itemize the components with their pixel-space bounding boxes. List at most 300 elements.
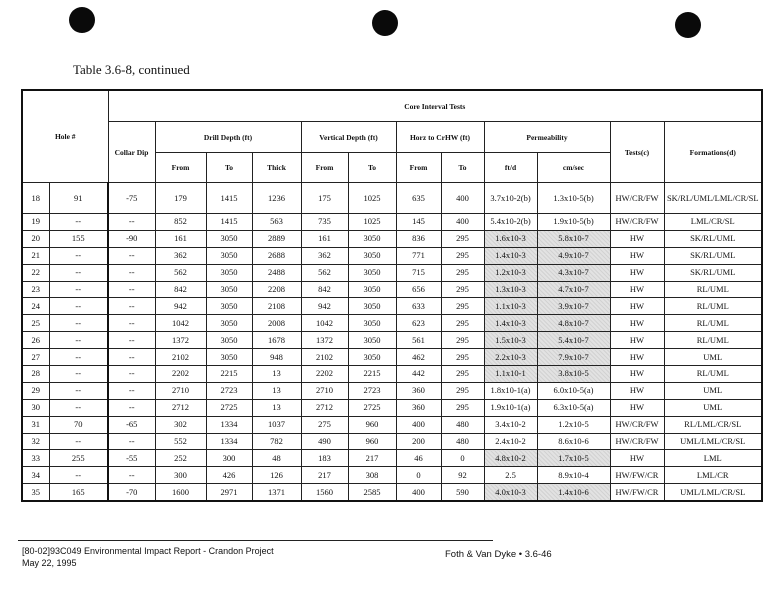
vertical-from-cell: 2710	[301, 382, 348, 399]
drill-from-cell: 2712	[155, 399, 206, 416]
horz-from-cell: 400	[396, 416, 441, 433]
row-number-cell: 28	[22, 366, 49, 383]
drill-from-cell: 161	[155, 230, 206, 247]
drill-thick-cell: 13	[252, 366, 301, 383]
hole-id-cell: 165	[49, 484, 108, 501]
vertical-to-cell: 217	[348, 450, 396, 467]
horz-to-cell: 295	[441, 264, 484, 281]
vertical-from-cell: 2202	[301, 366, 348, 383]
drill-to-cell: 3050	[206, 332, 252, 349]
horz-from-cell: 0	[396, 467, 441, 484]
drill-thick-cell: 2108	[252, 298, 301, 315]
perm-cmsec-cell: 5.4x10-7	[537, 332, 610, 349]
perm-ftd-cell: 4.8x10-2	[484, 450, 537, 467]
table-row	[22, 484, 762, 501]
vertical-from-cell: 490	[301, 433, 348, 450]
perm-ftd-cell: 1.1x10-3	[484, 298, 537, 315]
vertical-from-cell: 562	[301, 264, 348, 281]
table-caption: Table 3.6-8, continued	[73, 62, 190, 77]
tests-cell: HW	[610, 230, 664, 247]
collar-dip-cell: --	[108, 264, 155, 281]
table-row	[22, 416, 762, 433]
perm-cmsec-cell: 1.9x10-5(b)	[537, 214, 610, 231]
row-number-cell: 29	[22, 382, 49, 399]
horz-to-cell: 590	[441, 484, 484, 501]
horz-to-cell: 480	[441, 433, 484, 450]
binder-hole-right	[675, 12, 701, 38]
hole-id-cell: --	[49, 349, 108, 366]
drill-from-cell: 300	[155, 467, 206, 484]
perm-ftd-cell: 1.8x10-1(a)	[484, 382, 537, 399]
tests-cell: HW/FW/CR	[610, 467, 664, 484]
table-row	[22, 366, 762, 383]
formations-cell: LML/CR/SL	[664, 214, 762, 231]
row-number-cell: 25	[22, 315, 49, 332]
hole-id-cell: --	[49, 247, 108, 264]
collar-dip-cell: --	[108, 349, 155, 366]
row-number-cell: 33	[22, 450, 49, 467]
row-number-cell: 23	[22, 281, 49, 298]
formations-cell: UML	[664, 349, 762, 366]
formations-cell: UML	[664, 399, 762, 416]
perm-ftd-cell: 5.4x10-2(b)	[484, 214, 537, 231]
perm-cmsec-cell: 4.8x10-7	[537, 315, 610, 332]
vertical-from-cell: 1372	[301, 332, 348, 349]
vertical-to-cell: 3050	[348, 264, 396, 281]
perm-cmsec-cell: 4.7x10-7	[537, 281, 610, 298]
drill-thick-cell: 1236	[252, 183, 301, 214]
table-row	[22, 264, 762, 281]
formations-cell: RL/LML/CR/SL	[664, 416, 762, 433]
formations-cell: SK/RL/UML	[664, 230, 762, 247]
collar-dip-cell: -65	[108, 416, 155, 433]
tests-cell: HW/CR/FW	[610, 214, 664, 231]
drill-thick-cell: 2008	[252, 315, 301, 332]
row-number-cell: 27	[22, 349, 49, 366]
collar-dip-cell: --	[108, 399, 155, 416]
perm-cmsec-cell: 6.3x10-5(a)	[537, 399, 610, 416]
hole-id-cell: --	[49, 433, 108, 450]
tests-cell: HW	[610, 264, 664, 281]
vertical-to-cell: 1025	[348, 183, 396, 214]
drill-to-cell: 1334	[206, 433, 252, 450]
horz-to-crhw-header: Horz to CrHW (ft)	[396, 122, 484, 153]
horz-to-cell: 295	[441, 382, 484, 399]
drill-thick-cell: 2488	[252, 264, 301, 281]
horz-from-cell: 771	[396, 247, 441, 264]
vertical-from-cell: 1560	[301, 484, 348, 501]
vertical-to-cell: 2725	[348, 399, 396, 416]
drill-from-cell: 852	[155, 214, 206, 231]
formations-cell: SK/RL/UML	[664, 247, 762, 264]
drill-from-cell: 362	[155, 247, 206, 264]
row-number-cell: 26	[22, 332, 49, 349]
table-row	[22, 281, 762, 298]
hole-id-cell: 91	[49, 183, 108, 214]
vertical-from-cell: 275	[301, 416, 348, 433]
hole-id-cell: --	[49, 467, 108, 484]
drill-from-cell: 1042	[155, 315, 206, 332]
table-row	[22, 332, 762, 349]
drill-thick-cell: 563	[252, 214, 301, 231]
formations-cell: SK/RL/UML/LML/CR/SL	[664, 183, 762, 214]
drill-from-cell: 252	[155, 450, 206, 467]
collar-dip-cell: -90	[108, 230, 155, 247]
horz-from-cell: 715	[396, 264, 441, 281]
perm-ftd-cell: 2.5	[484, 467, 537, 484]
row-number-cell: 30	[22, 399, 49, 416]
perm-ftd-cell: 1.3x10-3	[484, 281, 537, 298]
horz-to-cell: 295	[441, 332, 484, 349]
tests-header: Tests(c)	[610, 122, 664, 183]
collar-dip-cell: --	[108, 433, 155, 450]
vertical-to-cell: 3050	[348, 349, 396, 366]
collar-dip-cell: -75	[108, 183, 155, 214]
footer-page-ref: Foth & Van Dyke • 3.6-46	[445, 549, 552, 560]
horz-to-cell: 295	[441, 315, 484, 332]
tests-cell: HW/FW/CR	[610, 484, 664, 501]
formations-cell: RL/UML	[664, 332, 762, 349]
perm-cmsec-cell: 8.6x10-6	[537, 433, 610, 450]
horz-from-cell: 623	[396, 315, 441, 332]
drill-from-cell: 179	[155, 183, 206, 214]
perm-ftd-cell: 4.0x10-3	[484, 484, 537, 501]
perm-cmsec-cell: 8.9x10-4	[537, 467, 610, 484]
vertical-to-cell: 3050	[348, 315, 396, 332]
perm-cmsec-cell: 5.8x10-7	[537, 230, 610, 247]
drill-to-cell: 2725	[206, 399, 252, 416]
drill-thick-cell: 2208	[252, 281, 301, 298]
drill-to-cell: 3050	[206, 349, 252, 366]
collar-dip-header-label: Collar Dip	[114, 147, 149, 157]
horz-from-cell: 400	[396, 484, 441, 501]
vertical-from-cell: 217	[301, 467, 348, 484]
footer-left	[22, 545, 274, 569]
horz-from-header: From	[396, 153, 441, 183]
horz-from-cell: 462	[396, 349, 441, 366]
tests-cell: HW	[610, 349, 664, 366]
drill-to-cell: 426	[206, 467, 252, 484]
drill-to-cell: 1334	[206, 416, 252, 433]
collar-dip-cell: --	[108, 467, 155, 484]
vertical-from-cell: 1042	[301, 315, 348, 332]
formations-cell: RL/UML	[664, 281, 762, 298]
collar-dip-cell: --	[108, 382, 155, 399]
tests-cell: HW	[610, 315, 664, 332]
perm-cmsec-cell: 6.0x10-5(a)	[537, 382, 610, 399]
vertical-to-cell: 308	[348, 467, 396, 484]
footer-date: May 22, 1995	[22, 558, 77, 568]
core-interval-tests-header: Core Interval Tests	[108, 90, 762, 122]
drill-to-cell: 3050	[206, 247, 252, 264]
vertical-from-cell: 362	[301, 247, 348, 264]
horz-to-cell: 92	[441, 467, 484, 484]
row-number-cell: 31	[22, 416, 49, 433]
horz-to-cell: 0	[441, 450, 484, 467]
horz-from-cell: 442	[396, 366, 441, 383]
formations-cell: RL/UML	[664, 366, 762, 383]
drill-to-cell: 3050	[206, 315, 252, 332]
row-number-cell: 18	[22, 183, 49, 214]
hole-id-cell: 155	[49, 230, 108, 247]
perm-ftd-header: ft/d	[484, 153, 537, 183]
perm-cmsec-cell: 7.9x10-7	[537, 349, 610, 366]
drill-depth-header: Drill Depth (ft)	[155, 122, 301, 153]
horz-from-cell: 635	[396, 183, 441, 214]
vertical-to-cell: 3050	[348, 230, 396, 247]
drill-from-header: From	[155, 153, 206, 183]
perm-ftd-cell: 2.4x10-2	[484, 433, 537, 450]
vertical-from-cell: 2102	[301, 349, 348, 366]
perm-cmsec-cell: 1.2x10-5	[537, 416, 610, 433]
perm-cmsec-cell: 1.3x10-5(b)	[537, 183, 610, 214]
drill-from-cell: 562	[155, 264, 206, 281]
drill-to-cell: 300	[206, 450, 252, 467]
formations-cell: SK/RL/UML	[664, 264, 762, 281]
formations-cell: UML/LML/CR/SL	[664, 433, 762, 450]
drill-thick-cell: 2889	[252, 230, 301, 247]
hole-id-cell: 255	[49, 450, 108, 467]
drill-thick-cell: 948	[252, 349, 301, 366]
formations-cell: UML/LML/CR/SL	[664, 484, 762, 501]
binder-hole-left	[69, 7, 95, 33]
perm-ftd-cell: 3.4x10-2	[484, 416, 537, 433]
horz-to-cell: 295	[441, 349, 484, 366]
drill-to-cell: 3050	[206, 298, 252, 315]
tests-cell: HW	[610, 382, 664, 399]
hole-id-cell: --	[49, 382, 108, 399]
horz-from-cell: 561	[396, 332, 441, 349]
hole-id-cell: 70	[49, 416, 108, 433]
table-body	[22, 183, 762, 502]
vertical-from-cell: 2712	[301, 399, 348, 416]
vertical-to-cell: 2585	[348, 484, 396, 501]
tests-cell: HW	[610, 332, 664, 349]
table-row	[22, 450, 762, 467]
drill-from-cell: 1600	[155, 484, 206, 501]
horz-to-cell: 400	[441, 183, 484, 214]
drill-to-cell: 2971	[206, 484, 252, 501]
drill-thick-cell: 782	[252, 433, 301, 450]
drill-from-cell: 302	[155, 416, 206, 433]
table-row	[22, 433, 762, 450]
drill-to-cell: 3050	[206, 264, 252, 281]
drill-thick-cell: 48	[252, 450, 301, 467]
horz-to-cell: 295	[441, 399, 484, 416]
drill-thick-cell: 1371	[252, 484, 301, 501]
vertical-to-header: To	[348, 153, 396, 183]
table-row	[22, 399, 762, 416]
hole-id-cell: --	[49, 264, 108, 281]
horz-from-cell: 360	[396, 382, 441, 399]
table-row	[22, 382, 762, 399]
vertical-to-cell: 960	[348, 416, 396, 433]
row-number-cell: 24	[22, 298, 49, 315]
row-number-cell: 21	[22, 247, 49, 264]
vertical-from-cell: 175	[301, 183, 348, 214]
horz-from-cell: 633	[396, 298, 441, 315]
vertical-to-cell: 3050	[348, 247, 396, 264]
perm-ftd-cell: 3.7x10-2(b)	[484, 183, 537, 214]
drill-thick-cell: 13	[252, 399, 301, 416]
perm-ftd-cell: 1.2x10-3	[484, 264, 537, 281]
vertical-to-cell: 960	[348, 433, 396, 450]
vertical-to-cell: 2215	[348, 366, 396, 383]
formations-cell: RL/UML	[664, 315, 762, 332]
collar-dip-cell: --	[108, 281, 155, 298]
horz-from-cell: 200	[396, 433, 441, 450]
row-number-cell: 19	[22, 214, 49, 231]
table-row	[22, 183, 762, 214]
perm-ftd-cell: 1.4x10-3	[484, 247, 537, 264]
perm-cmsec-cell: 3.8x10-5	[537, 366, 610, 383]
tests-cell: HW	[610, 450, 664, 467]
vertical-from-cell: 161	[301, 230, 348, 247]
table-row	[22, 349, 762, 366]
drill-thick-cell: 1037	[252, 416, 301, 433]
vertical-to-cell: 1025	[348, 214, 396, 231]
collar-dip-cell: --	[108, 366, 155, 383]
hole-id-cell: --	[49, 332, 108, 349]
collar-dip-cell: --	[108, 298, 155, 315]
drill-from-cell: 842	[155, 281, 206, 298]
tests-cell: HW	[610, 366, 664, 383]
vertical-from-header: From	[301, 153, 348, 183]
tests-cell: HW	[610, 298, 664, 315]
binder-hole-center	[372, 10, 398, 36]
tests-cell: HW/CR/FW	[610, 433, 664, 450]
drill-to-cell: 1415	[206, 214, 252, 231]
table-row	[22, 247, 762, 264]
perm-ftd-cell: 1.4x10-3	[484, 315, 537, 332]
hole-id-cell: --	[49, 366, 108, 383]
vertical-to-cell: 3050	[348, 332, 396, 349]
collar-dip-cell: --	[108, 214, 155, 231]
collar-dip-cell: --	[108, 315, 155, 332]
horz-to-cell: 295	[441, 230, 484, 247]
row-number-cell: 20	[22, 230, 49, 247]
perm-ftd-cell: 1.6x10-3	[484, 230, 537, 247]
drill-from-cell: 1372	[155, 332, 206, 349]
footer-rule	[18, 540, 493, 541]
table-row	[22, 298, 762, 315]
drill-to-header: To	[206, 153, 252, 183]
vertical-from-cell: 183	[301, 450, 348, 467]
drill-from-cell: 552	[155, 433, 206, 450]
collar-dip-cell: -70	[108, 484, 155, 501]
vertical-to-cell: 3050	[348, 298, 396, 315]
horz-from-cell: 656	[396, 281, 441, 298]
formations-cell: RL/UML	[664, 298, 762, 315]
perm-cmsec-cell: 1.7x10-5	[537, 450, 610, 467]
tests-cell: HW/CR/FW	[610, 183, 664, 214]
horz-to-cell: 295	[441, 281, 484, 298]
row-number-cell: 32	[22, 433, 49, 450]
drill-thick-cell: 126	[252, 467, 301, 484]
drill-to-cell: 2215	[206, 366, 252, 383]
horz-to-cell: 480	[441, 416, 484, 433]
table-row	[22, 315, 762, 332]
formations-cell: LML	[664, 450, 762, 467]
perm-cmsec-cell: 1.4x10-6	[537, 484, 610, 501]
collar-dip-cell: -55	[108, 450, 155, 467]
perm-ftd-cell: 1.1x10-1	[484, 366, 537, 383]
collar-dip-cell: --	[108, 332, 155, 349]
perm-ftd-cell: 1.9x10-1(a)	[484, 399, 537, 416]
table-row	[22, 230, 762, 247]
formations-cell: LML/CR	[664, 467, 762, 484]
drill-from-cell: 2202	[155, 366, 206, 383]
perm-cmsec-cell: 3.9x10-7	[537, 298, 610, 315]
hole-id-cell: --	[49, 298, 108, 315]
tests-cell: HW	[610, 281, 664, 298]
perm-cmsec-cell: 4.9x10-7	[537, 247, 610, 264]
table-row	[22, 214, 762, 231]
row-number-cell: 35	[22, 484, 49, 501]
drill-to-cell: 1415	[206, 183, 252, 214]
horz-to-cell: 295	[441, 247, 484, 264]
hole-id-cell: --	[49, 399, 108, 416]
perm-ftd-cell: 1.5x10-3	[484, 332, 537, 349]
drill-thick-cell: 13	[252, 382, 301, 399]
core-interval-table	[21, 89, 763, 502]
drill-thick-header: Thick	[252, 153, 301, 183]
permeability-header: Permeability	[484, 122, 610, 153]
drill-to-cell: 3050	[206, 230, 252, 247]
horz-to-cell: 400	[441, 214, 484, 231]
drill-from-cell: 2710	[155, 382, 206, 399]
tests-cell: HW/CR/FW	[610, 416, 664, 433]
drill-thick-cell: 1678	[252, 332, 301, 349]
row-number-cell: 34	[22, 467, 49, 484]
hole-id-cell: --	[49, 315, 108, 332]
horz-from-cell: 836	[396, 230, 441, 247]
drill-from-cell: 942	[155, 298, 206, 315]
horz-from-cell: 145	[396, 214, 441, 231]
vertical-to-cell: 2723	[348, 382, 396, 399]
horz-to-cell: 295	[441, 366, 484, 383]
drill-from-cell: 2102	[155, 349, 206, 366]
table-row	[22, 467, 762, 484]
vertical-from-cell: 735	[301, 214, 348, 231]
perm-cmsec-header: cm/sec	[537, 153, 610, 183]
collar-dip-cell: --	[108, 247, 155, 264]
drill-to-cell: 2723	[206, 382, 252, 399]
vertical-to-cell: 3050	[348, 281, 396, 298]
hole-id-cell: --	[49, 214, 108, 231]
horz-to-header: To	[441, 153, 484, 183]
formations-header: Formations(d)	[664, 122, 762, 183]
horz-from-cell: 46	[396, 450, 441, 467]
row-number-cell: 22	[22, 264, 49, 281]
drill-thick-cell: 2688	[252, 247, 301, 264]
hole-number-header: Hole #	[22, 90, 108, 183]
perm-cmsec-cell: 4.3x10-7	[537, 264, 610, 281]
vertical-from-cell: 842	[301, 281, 348, 298]
tests-cell: HW	[610, 247, 664, 264]
perm-ftd-cell: 2.2x10-3	[484, 349, 537, 366]
horz-to-cell: 295	[441, 298, 484, 315]
footer-doc-id: [80-02]93C049 Environmental Impact Report - Crandon Project	[22, 546, 274, 556]
vertical-from-cell: 942	[301, 298, 348, 315]
collar-dip-header	[108, 122, 155, 183]
hole-id-cell: --	[49, 281, 108, 298]
drill-to-cell: 3050	[206, 281, 252, 298]
formations-cell: UML	[664, 382, 762, 399]
vertical-depth-header: Vertical Depth (ft)	[301, 122, 396, 153]
horz-from-cell: 360	[396, 399, 441, 416]
tests-cell: HW	[610, 399, 664, 416]
